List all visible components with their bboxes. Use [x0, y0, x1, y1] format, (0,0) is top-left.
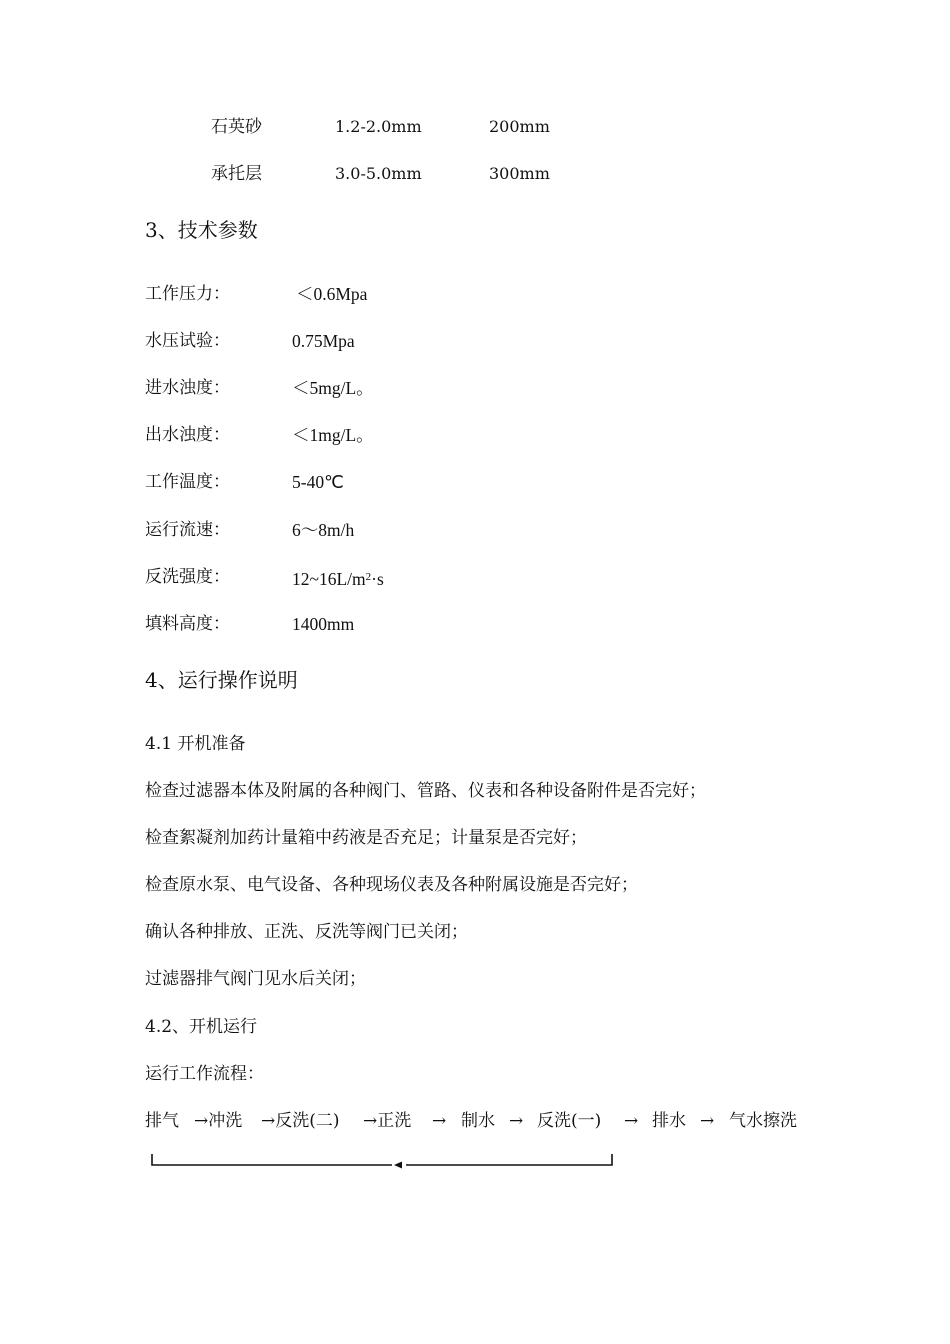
param-value: [292, 566, 384, 590]
param-value: ＜1mg/L。: [292, 425, 374, 445]
flow-arrow: →: [432, 1111, 447, 1131]
subsection-4-1-title: 4.1 开机准备: [145, 734, 246, 754]
param-label: 工作压力：: [145, 284, 230, 304]
param-label: 进水浊度：: [145, 378, 230, 398]
media-size-2: 3.0-5.0mm: [335, 164, 422, 183]
param-label: 运行流速：: [145, 520, 230, 540]
param-value: 0.75Mpa: [292, 331, 355, 351]
param-value-unit: ·s: [371, 569, 384, 589]
flow-step-rinse: →正洗: [363, 1111, 412, 1131]
flow-return-arrow-icon: [394, 1162, 402, 1169]
flow-step-flush: →冲洗: [194, 1111, 243, 1131]
instruction-line: 检查过滤器本体及附属的各种阀门、管路、仪表和各种设备附件是否完好；: [145, 781, 706, 801]
param-value: 6～8m/h: [292, 520, 355, 540]
flow-arrow: →: [700, 1111, 715, 1131]
media-size-1: 1.2-2.0mm: [335, 117, 422, 136]
media-name-2: 承托层: [211, 164, 262, 184]
flow-arrow: →: [509, 1111, 524, 1131]
flow-step-backwash-1: 反洗(一): [537, 1111, 602, 1131]
flow-arrow: →: [624, 1111, 639, 1131]
param-label: 出水浊度：: [145, 425, 230, 445]
instruction-line: 确认各种排放、正洗、反洗等阀门已关闭；: [145, 922, 468, 942]
subsection-4-2-title: 4.2、开机运行: [145, 1017, 258, 1037]
flow-step-air-water-scour: 气水擦洗: [729, 1111, 797, 1131]
flow-return-line: [148, 1152, 618, 1172]
param-label: 工作温度：: [145, 472, 230, 492]
flow-label: 运行工作流程：: [145, 1064, 264, 1084]
flow-step-production: 制水: [461, 1111, 495, 1131]
param-value: 1400mm: [292, 614, 355, 634]
section-3-title: 3、技术参数: [145, 218, 258, 242]
param-value: ＜0.6Mpa: [296, 284, 368, 304]
instruction-line: 检查絮凝剂加药计量箱中药液是否充足；计量泵是否完好；: [145, 828, 587, 848]
media-name-1: 石英砂: [211, 117, 262, 137]
param-label: 反洗强度：: [145, 567, 230, 587]
section-4-title: 4、运行操作说明: [145, 668, 298, 692]
param-value: 5-40℃: [292, 472, 344, 492]
instruction-line: 检查原水泵、电气设备、各种现场仪表及各种附属设施是否完好；: [145, 875, 638, 895]
instruction-line: 过滤器排气阀门见水后关闭；: [145, 969, 366, 989]
flow-step-drain: 排水: [652, 1111, 686, 1131]
flow-step-vent: 排气: [145, 1111, 179, 1131]
param-label: 水压试验：: [145, 331, 230, 351]
param-value-superscript: 2: [365, 571, 372, 583]
media-height-2: 300mm: [489, 164, 550, 183]
flow-step-backwash-2: →反洗(二): [261, 1111, 340, 1131]
param-label: 填料高度：: [145, 614, 230, 634]
media-height-1: 200mm: [489, 117, 550, 136]
param-value-main: 12~16L/m: [292, 569, 366, 589]
param-value: ＜5mg/L。: [292, 378, 374, 398]
